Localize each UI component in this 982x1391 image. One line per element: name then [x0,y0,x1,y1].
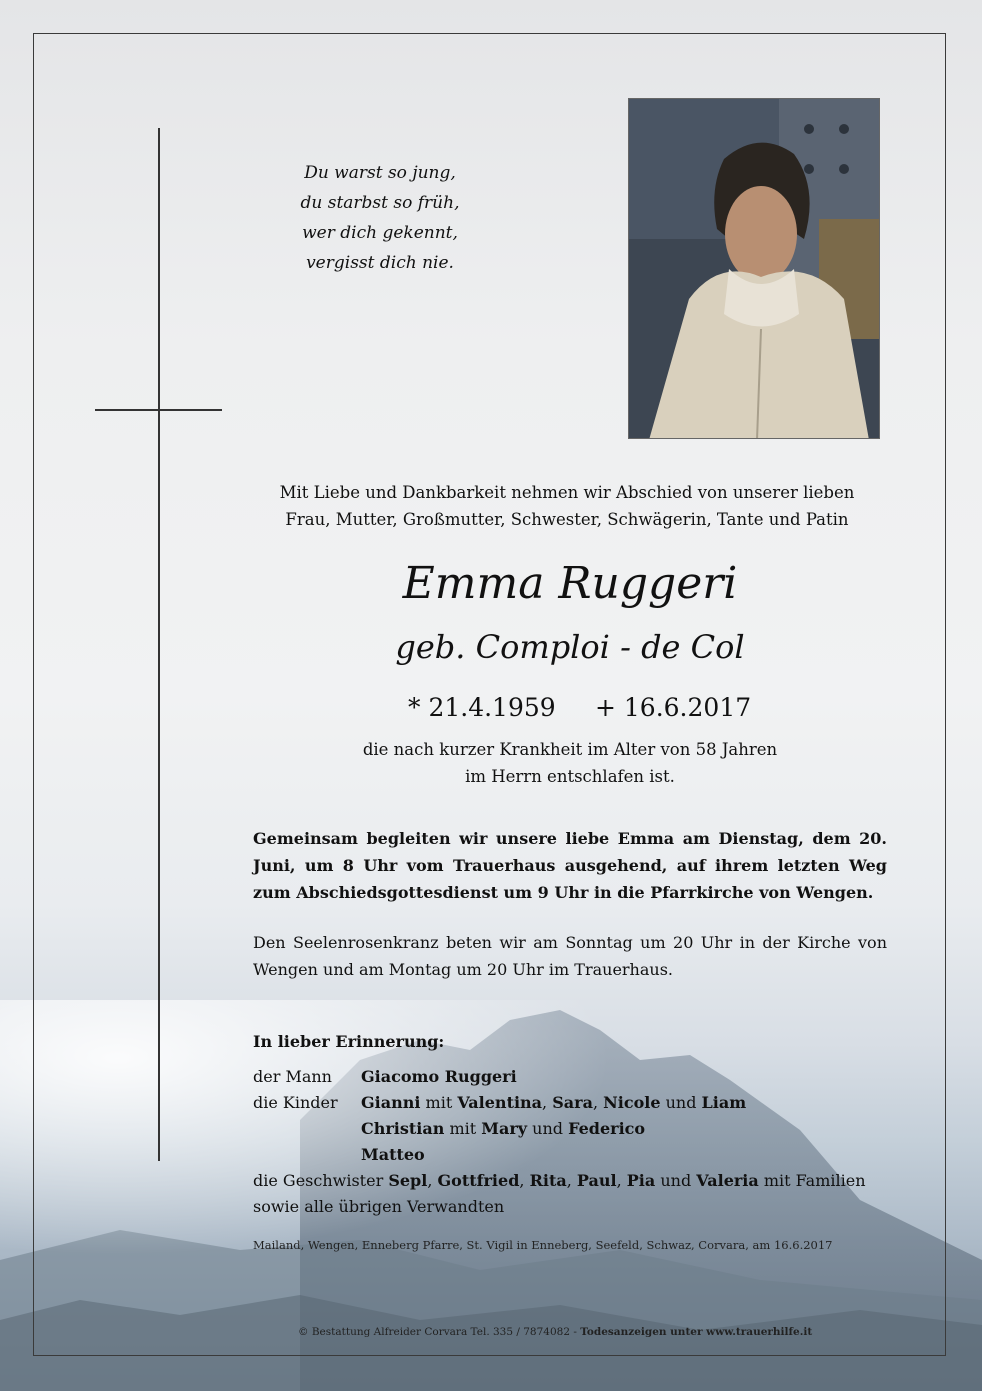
child-name: Christian [361,1119,445,1138]
rosary-paragraph: Den Seelenrosenkranz beten wir am Sonntag um 20 Uhr in der Kirche von Wengen und am Montag um 20 Uhr im Trauerhaus. [253,933,887,979]
family-row-relatives: sowie alle übrigen Verwandten [253,1197,505,1216]
sibling-name: Gottfried [437,1171,520,1190]
family-row-husband [253,1064,913,1090]
sibling-name: Rita [529,1171,567,1190]
death-notice-line: die nach kurzer Krankheit im Alter von 58 Jahren [362,740,778,759]
connector-text: , [542,1093,548,1112]
verse-line: Du warst so jung, [304,163,456,183]
intro-text [180,479,954,533]
cross-horizontal-line [95,409,222,411]
role-label: die Geschwister [253,1171,384,1190]
role-label: die Kinder [253,1093,338,1112]
sibling-name: Sepl [388,1171,428,1190]
verse-line: du starbst so früh, [300,193,460,213]
cross-vertical-line [158,128,160,1161]
connector-text: , [427,1171,433,1190]
relative-name: Mary [481,1119,528,1138]
memorial-verse [300,158,460,278]
verse-line: wer dich gekennt, [302,223,458,243]
relative-name: Sara [552,1093,593,1112]
footer-copyright: © Bestattung Alfreider Corvara Tel. 335 / 7874082 - [298,1326,577,1338]
intro-line: Frau, Mutter, Großmutter, Schwester, Schwägerin, Tante und Patin [285,510,849,529]
connector-text: mit Familien [763,1171,866,1190]
death-notice-line: im Herrn entschlafen ist. [465,767,675,786]
family-row-child1 [253,1090,913,1116]
sibling-name: Paul [576,1171,617,1190]
family-row-siblings [253,1168,913,1194]
relative-name: Federico [568,1119,646,1138]
deceased-name: Emma Ruggeri [402,558,738,609]
connector-text: und [660,1171,692,1190]
verse-line: vergisst dich nie. [306,253,454,273]
sibling-name: Pia [626,1171,656,1190]
connector-text: mit [449,1119,477,1138]
sibling-name: Valeria [696,1171,759,1190]
connector-text: , [519,1171,525,1190]
role-label: der Mann [253,1067,332,1086]
connector-text: und [532,1119,564,1138]
place-and-date: Mailand, Wengen, Enneberg Pfarre, St. Vigil in Enneberg, Seefeld, Schwaz, Corvara, am 16.6.2017 [253,1238,833,1252]
portrait-photo [628,98,880,439]
footer-website-link[interactable]: Todesanzeigen unter www.trauerhilfe.it [580,1326,813,1338]
birth-date: * 21.4.1959 [408,693,556,722]
child-name: Matteo [361,1145,425,1164]
husband-name: Giacomo Ruggeri [361,1067,517,1086]
connector-text: und [665,1093,697,1112]
child-name: Gianni [361,1093,421,1112]
family-row-child3 [253,1142,913,1168]
connector-text: , [566,1171,572,1190]
family-row-child2 [253,1116,913,1142]
death-date: + 16.6.2017 [595,693,752,722]
relative-name: Liam [701,1093,747,1112]
relative-name: Nicole [603,1093,661,1112]
death-notice [240,736,900,790]
connector-text: , [616,1171,622,1190]
memory-title: In lieber Erinnerung: [253,1032,445,1051]
connector-text: , [592,1093,599,1112]
intro-line: Mit Liebe und Dankbarkeit nehmen wir Abschied von unserer lieben [279,483,855,502]
relative-name: Valentina [457,1093,543,1112]
maiden-name: geb. Comploi - de Col [395,628,745,666]
footer [298,1324,812,1340]
funeral-paragraph: Gemeinsam begleiten wir unsere liebe Emma am Dienstag, dem 20. Juni, um 8 Uhr vom Trauerhaus ausgehend, auf ihrem letzten Weg zum Abschiedsgottesdienst um 9 Uhr in die Pfarrkirche von Wengen. [253,829,887,902]
connector-text: mit [425,1093,453,1112]
family-list [253,1064,913,1220]
